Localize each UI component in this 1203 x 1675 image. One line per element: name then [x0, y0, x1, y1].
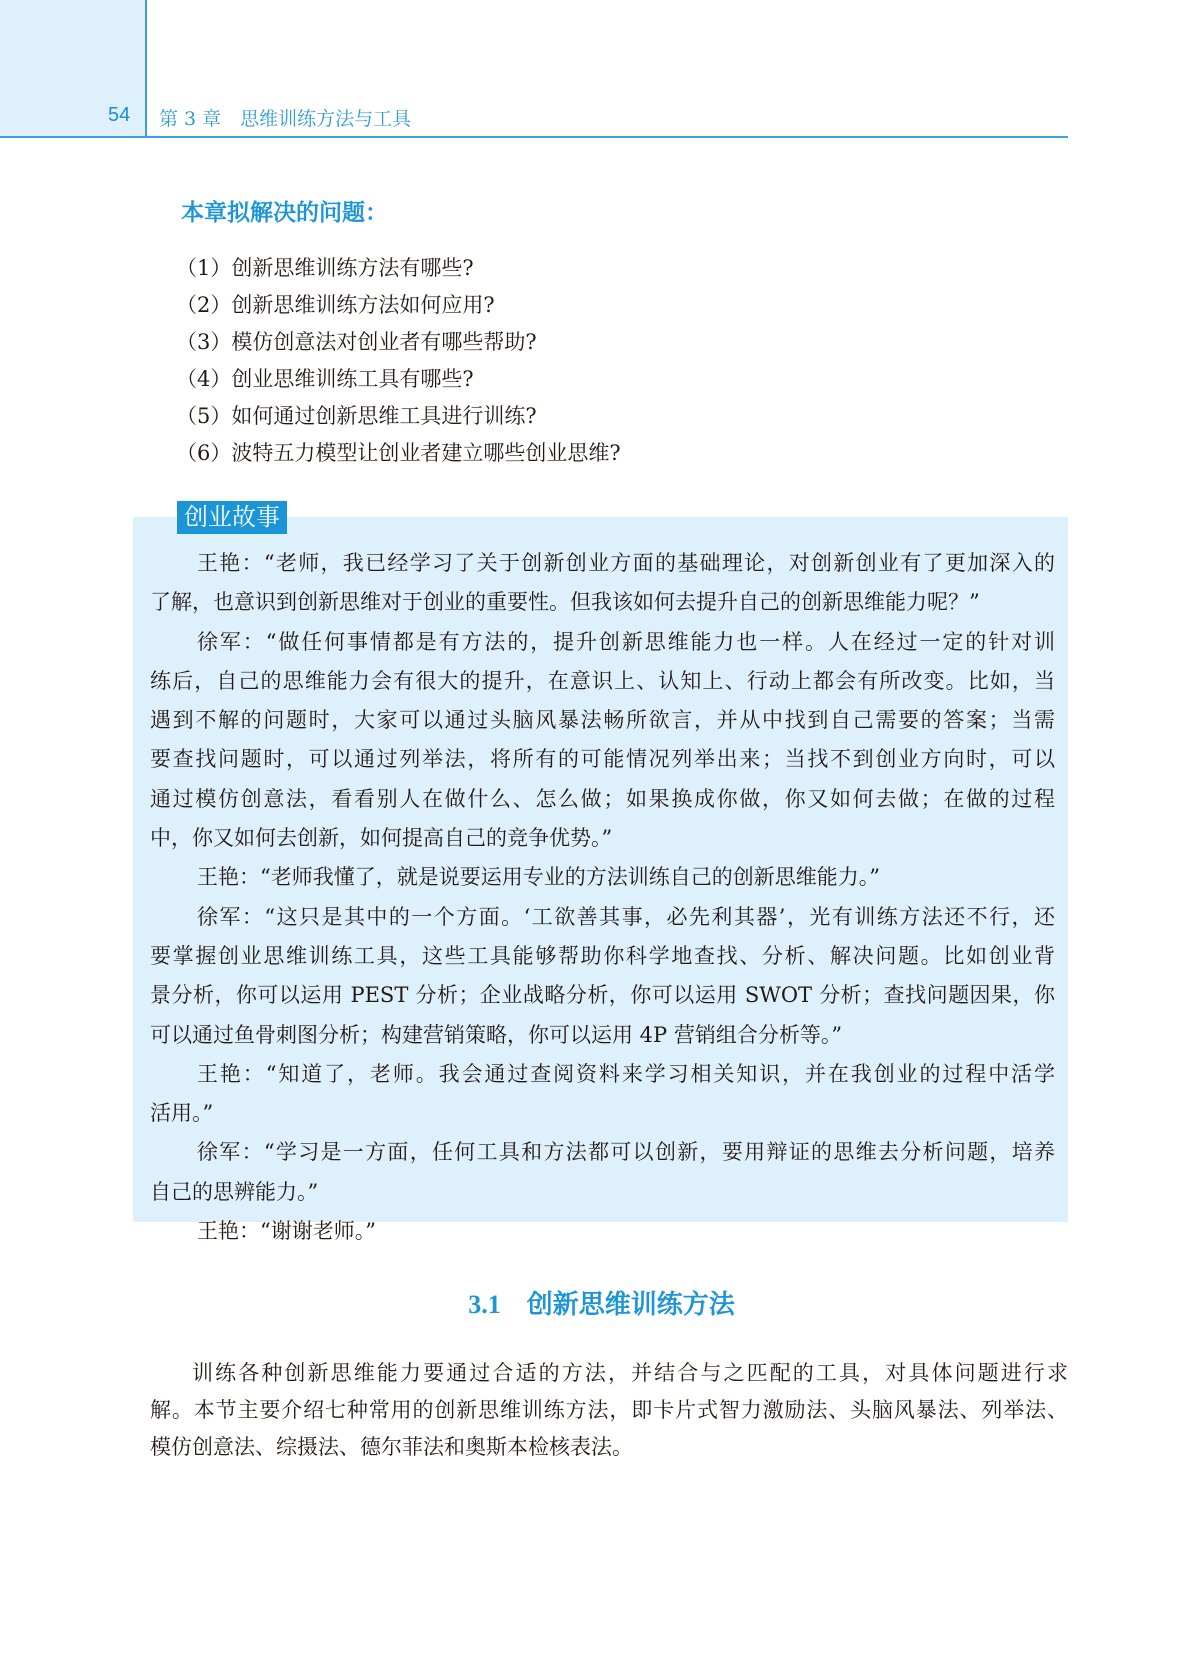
- story-line: 景分析，你可以运用 PEST 分析；企业战略分析，你可以运用 SWOT 分析；查找问题因果，你: [150, 983, 1055, 1008]
- question-item: （1）创新思维训练方法有哪些?: [176, 256, 474, 280]
- story-line: 自己的思辨能力。”: [150, 1179, 319, 1204]
- body-paragraph: [150, 1355, 1068, 1466]
- story-line: 遇到不解的问题时，大家可以通过头脑风暴法畅所欲言，并从中找到自己需要的答案；当需: [150, 708, 1055, 733]
- story-line: 活用。”: [150, 1101, 214, 1126]
- story-line: 王艳：“老师，我已经学习了关于创新创业方面的基础理论，对创新创业有了更加深入的: [197, 551, 1055, 575]
- story-line: 徐军：“做任何事情都是有方法的，提升创新思维能力也一样。人在经过一定的针对训: [197, 629, 1055, 654]
- story-line: 王艳：“老师我懂了，就是说要运用专业的方法训练自己的创新思维能力。”: [197, 865, 880, 890]
- story-line: 要查找问题时，可以通过列举法，将所有的可能情况列举出来；当找不到创业方向时，可以: [150, 747, 1055, 772]
- story-line: 徐军：“学习是一方面，任何工具和方法都可以创新，要用辩证的思维去分析问题，培养: [197, 1140, 1055, 1165]
- question-item: （4）创业思维训练工具有哪些?: [176, 367, 474, 391]
- page-number: 54: [108, 104, 131, 126]
- questions-title: 本章拟解决的问题：: [181, 200, 388, 226]
- section-heading: [0, 1284, 1203, 1321]
- running-title: 第 3 章 思维训练方法与工具: [159, 108, 412, 130]
- story-line: 王艳：“谢谢老师。”: [197, 1219, 376, 1244]
- story-line: 要掌握创业思维训练工具，这些工具能够帮助你科学地查找、分析、解决问题。比如创业背: [150, 943, 1055, 968]
- story-line: 了解，也意识到创新思维对于创业的重要性。但我该如何去提升自己的创新思维能力呢？”: [150, 590, 980, 615]
- story-line: 王艳：“知道了，老师。我会通过查阅资料来学习相关知识，并在我创业的过程中活学: [197, 1061, 1055, 1086]
- story-tag: 创业故事: [177, 501, 287, 534]
- story-line: 中，你又如何去创新，如何提高自己的竞争优势。”: [150, 826, 613, 851]
- section-number: 3.1: [468, 1290, 501, 1319]
- body-line: 解。本节主要介绍七种常用的创新思维训练方法，即卡片式智力激励法、头脑风暴法、列举法、: [150, 1398, 1068, 1422]
- section-title: 创新思维训练方法: [526, 1290, 735, 1320]
- question-item: （6）波特五力模型让创业者建立哪些创业思维?: [176, 441, 621, 465]
- story-line: 徐军：“这只是其中的一个方面。‘工欲善其事，必先利其器’，光有训练方法还不行，还: [197, 904, 1055, 929]
- body-line: 模仿创意法、综摄法、德尔菲法和奥斯本检核表法。: [150, 1435, 633, 1459]
- story-line: 练后，自己的思维能力会有很大的提升，在意识上、认知上、行动上都会有所改变。比如，当: [150, 668, 1055, 693]
- header-rule: [0, 136, 1068, 138]
- questions-list: [176, 250, 621, 472]
- question-item: （5）如何通过创新思维工具进行训练?: [176, 404, 537, 428]
- header-divider-vertical: [145, 0, 147, 137]
- body-line: 训练各种创新思维能力要通过合适的方法，并结合与之匹配的工具，对具体问题进行求: [192, 1361, 1068, 1385]
- story-text: [150, 544, 1055, 1251]
- story-line: 通过模仿创意法，看看别人在做什么、怎么做；如果换成你做，你又如何去做；在做的过程: [150, 786, 1055, 811]
- story-line: 可以通过鱼骨刺图分析；构建营销策略，你可以运用 4P 营销组合分析等。”: [150, 1022, 843, 1047]
- question-item: （2）创新思维训练方法如何应用?: [176, 293, 495, 317]
- question-item: （3）模仿创意法对创业者有哪些帮助?: [176, 330, 537, 354]
